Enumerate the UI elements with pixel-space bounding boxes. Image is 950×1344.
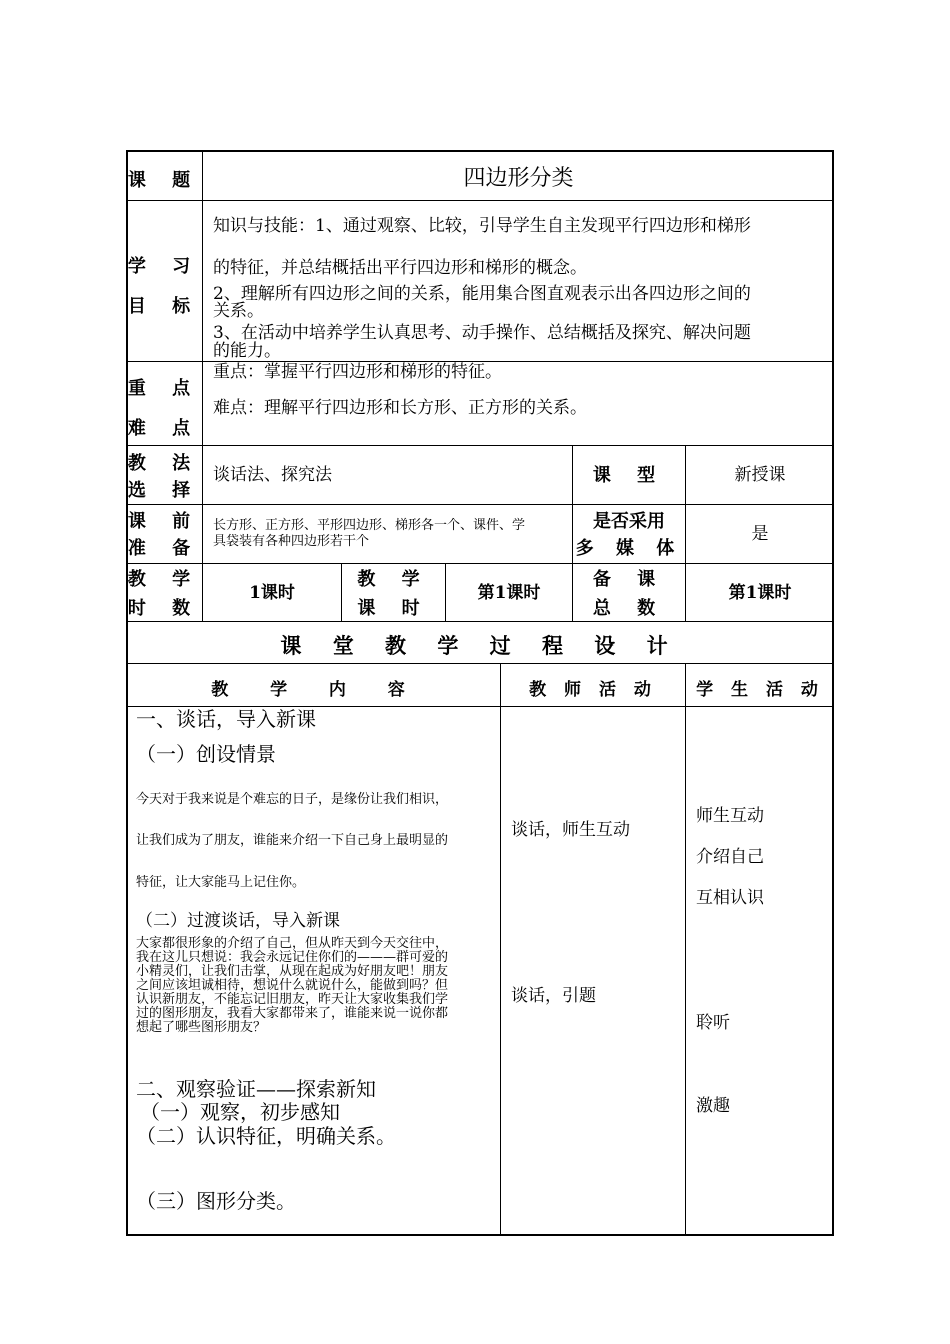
content-paragraph-line: 认识新朋友，不能忘记旧朋友，昨天让大家收集我们学 bbox=[136, 992, 449, 1007]
class-label-line1: 教 学 bbox=[357, 569, 430, 590]
subsection-heading: （三）图形分类。 bbox=[136, 1189, 296, 1213]
goals-label-line1: 学 习 bbox=[127, 256, 201, 277]
goals-line: 的能力。 bbox=[213, 341, 281, 361]
hours-total: 1课时 bbox=[249, 583, 295, 603]
media-label-line1: 是否采用 bbox=[593, 511, 665, 532]
goals-line: 3、在活动中培养学生认真思考、动手操作、总结概括及探究、解决问题 bbox=[213, 323, 751, 343]
row-divider bbox=[126, 200, 834, 201]
method-label-line1: 教 法 bbox=[127, 453, 201, 474]
student-activity: 介绍自己 bbox=[696, 847, 764, 867]
row-divider bbox=[126, 563, 834, 564]
content-paragraph-line: 小精灵们，让我们击掌，从现在起成为好朋友吧！朋友 bbox=[136, 964, 449, 979]
process-title: 课 堂 教 学 过 程 设 计 bbox=[280, 633, 680, 658]
student-activity: 师生互动 bbox=[696, 806, 764, 826]
section-heading: 二、观察验证——探索新知 bbox=[136, 1077, 376, 1101]
row-divider bbox=[126, 621, 834, 622]
prep-total-value: 第1课时 bbox=[728, 583, 792, 603]
goals-line: 知识与技能：1、通过观察、比较，引导学生自主发现平行四边形和梯形 bbox=[213, 216, 751, 236]
content-paragraph-line: 想起了哪些图形朋友？ bbox=[136, 1020, 267, 1035]
row-divider bbox=[126, 663, 834, 664]
subsection-heading: （一）观察，初步感知 bbox=[140, 1100, 340, 1124]
media-label-line2: 多 媒 体 bbox=[575, 538, 683, 559]
teacher-activity: 谈话，师生互动 bbox=[511, 820, 630, 840]
col-content-header: 教 学 内 容 bbox=[211, 680, 415, 700]
goals-label-line2: 目 标 bbox=[127, 296, 201, 317]
col-student-header: 学 生 活 动 bbox=[696, 680, 824, 700]
difficult-point: 难点：理解平行四边形和长方形、正方形的关系。 bbox=[213, 398, 587, 418]
key-point: 重点：掌握平行四边形和梯形的特征。 bbox=[213, 362, 502, 382]
prep-line: 长方形、正方形、平形四边形、梯形各一个、课件、学 bbox=[213, 518, 526, 533]
topic-title: 四边形分类 bbox=[463, 166, 574, 191]
col-divider bbox=[202, 150, 203, 621]
section-heading: 一、谈话，导入新课 bbox=[136, 707, 316, 731]
col-divider bbox=[685, 663, 686, 1236]
subsection-heading: （二）认识特征，明确关系。 bbox=[136, 1124, 396, 1148]
prep-total-label-line2: 总 数 bbox=[592, 598, 666, 619]
lesson-type-label: 课 型 bbox=[592, 465, 666, 486]
teacher-activity: 谈话，引题 bbox=[511, 986, 596, 1006]
content-paragraph-line: 特征，让大家能马上记住你。 bbox=[136, 875, 306, 890]
student-activity: 聆听 bbox=[696, 1013, 730, 1033]
goals-line: 的特征，并总结概括出平行四边形和梯形的概念。 bbox=[213, 258, 587, 278]
content-paragraph-line: 大家都很形象的介绍了自己，但从昨天到今天交往中， bbox=[136, 936, 449, 951]
prep-label-line2: 准 备 bbox=[127, 538, 201, 559]
topic-label: 课 题 bbox=[127, 170, 201, 191]
row-divider bbox=[126, 445, 834, 446]
subsection-heading: （一）创设情景 bbox=[136, 742, 276, 766]
goals-line: 2、理解所有四边形之间的关系，能用集合图直观表示出各四边形之间的 bbox=[213, 284, 751, 304]
student-activity: 激趣 bbox=[696, 1096, 730, 1116]
media-value: 是 bbox=[751, 524, 769, 544]
row-divider bbox=[126, 504, 834, 505]
class-label-line2: 课 时 bbox=[357, 598, 430, 619]
key-points-label-line1: 重 点 bbox=[127, 378, 201, 399]
subsection-heading: （二）过渡谈话，导入新课 bbox=[136, 911, 340, 931]
content-paragraph-line: 过的图形朋友，我看大家都带来了，谁能来说一说你都 bbox=[136, 1006, 449, 1021]
hours-label-line2: 时 数 bbox=[127, 598, 201, 619]
class-value: 第1课时 bbox=[477, 583, 541, 603]
method-label-line2: 选 择 bbox=[127, 480, 201, 501]
content-paragraph-line: 之间应该坦诚相待，想说什么就说什么，能做到吗？但 bbox=[136, 978, 449, 993]
hours-label-line1: 教 学 bbox=[127, 569, 201, 590]
col-teacher-header: 教 师 活 动 bbox=[529, 680, 657, 700]
goals-line: 关系。 bbox=[213, 301, 264, 321]
col-divider bbox=[500, 663, 501, 1236]
lesson-type-value: 新授课 bbox=[734, 465, 786, 485]
method-value: 谈话法、探究法 bbox=[213, 465, 332, 485]
prep-line: 具袋装有各种四边形若干个 bbox=[213, 534, 370, 549]
prep-label-line1: 课 前 bbox=[127, 511, 201, 532]
student-activity: 互相认识 bbox=[696, 888, 764, 908]
key-points-label-line2: 难 点 bbox=[127, 418, 201, 439]
content-paragraph-line: 我在这儿只想说：我会永远记住你们的———群可爱的 bbox=[136, 950, 449, 965]
content-paragraph-line: 让我们成为了朋友，谁能来介绍一下自己身上最明显的 bbox=[136, 833, 449, 848]
prep-total-label-line1: 备 课 bbox=[592, 569, 666, 590]
content-paragraph-line: 今天对于我来说是个难忘的日子，是缘份让我们相识， bbox=[136, 792, 449, 807]
